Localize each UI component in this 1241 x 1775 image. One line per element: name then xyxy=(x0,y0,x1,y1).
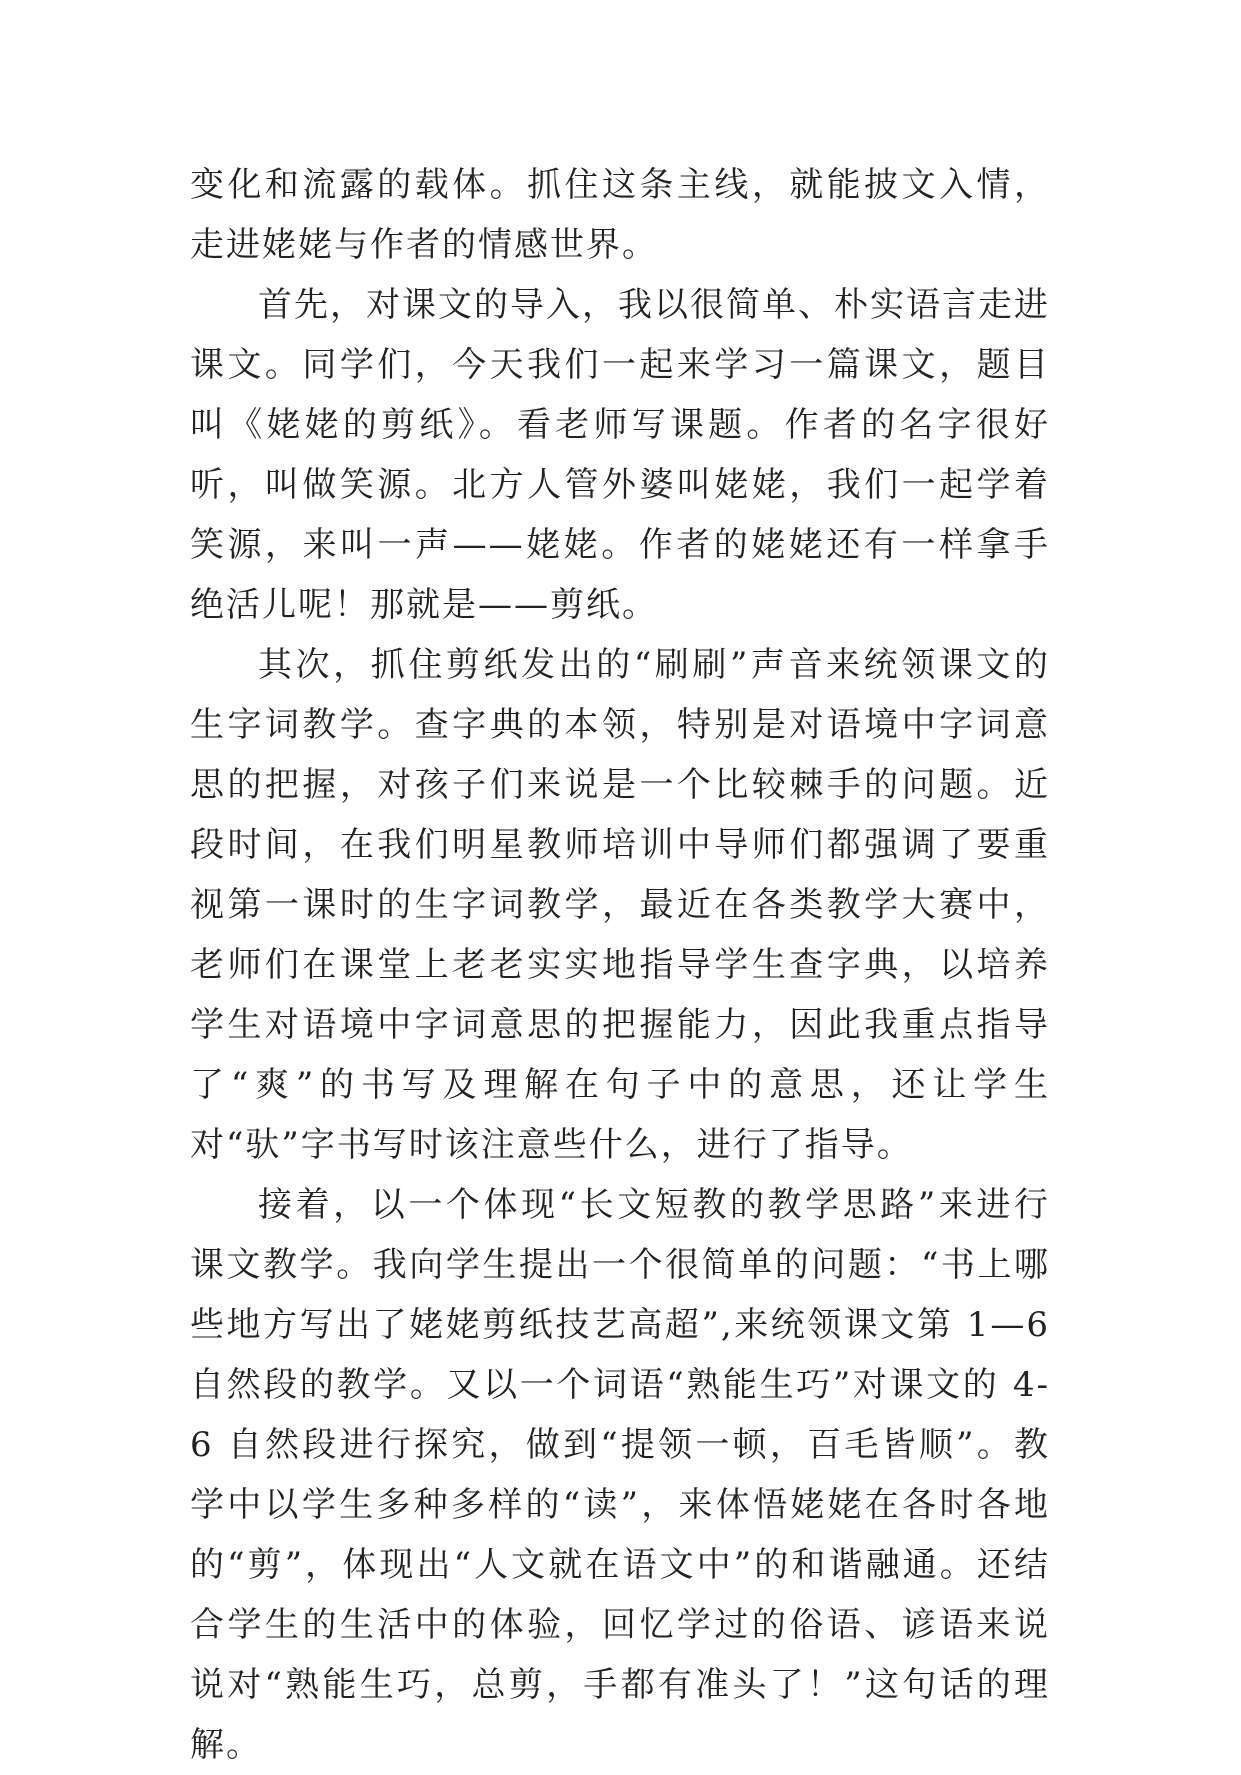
document-body xyxy=(190,155,1050,1775)
paragraph-continued: 变化和流露的载体。抓住这条主线，就能披文入情，走进姥姥与作者的情感世界。 xyxy=(190,165,1050,265)
paragraph-vocabulary-teaching: 其次，抓住剪纸发出的“刷刷”声音来统领课文的生字词教学。查字典的本领，特别是对语境中字词意思的把握，对孩子们来说是一个比较棘手的问题。近段时间，在我们明星教师培训中导师们都强调了要重视第一课时的生字词教学，最近在各类教学大赛中，老师们在课堂上老老实实地指导学生查字典，以培养学生对语境中字词意思的把握能力，因此我重点指导了“爽”的书写及理解在句子中的意思，还让学生对“驮”字书写时该注意些什么，进行了指导。 xyxy=(190,645,1050,1165)
paragraph-introduction: 首先，对课文的导入，我以很简单、朴实语言走进课文。同学们，今天我们一起来学习一篇课文，题目叫《姥姥的剪纸》。看老师写课题。作者的名字很好听，叫做笑源。北方人管外婆叫姥姥，我们一起学着笑源，来叫一声——姥姥。作者的姥姥还有一样拿手绝活儿呢！那就是——剪纸。 xyxy=(190,285,1050,625)
paragraph-text-teaching: 接着，以一个体现“长文短教的教学思路”来进行课文教学。我向学生提出一个很简单的问题：“书上哪些地方写出了姥姥剪纸技艺高超”,来统领课文第 1—6 自然段的教学。又以一个词语“熟能生巧”对课文的 4-6 自然段进行探究，做到“提领一顿，百毛皆顺”。教学中以学生多种多样的“读”，来体悟姥姥在各时各地的“剪”，体现出“人文就在语文中”的和谐融通。还结合学生的生活中的体验，回忆学过的俗语、谚语来说说对“熟能生巧，总剪，手都有准头了！”这句话的理解。 xyxy=(190,1185,1050,1765)
